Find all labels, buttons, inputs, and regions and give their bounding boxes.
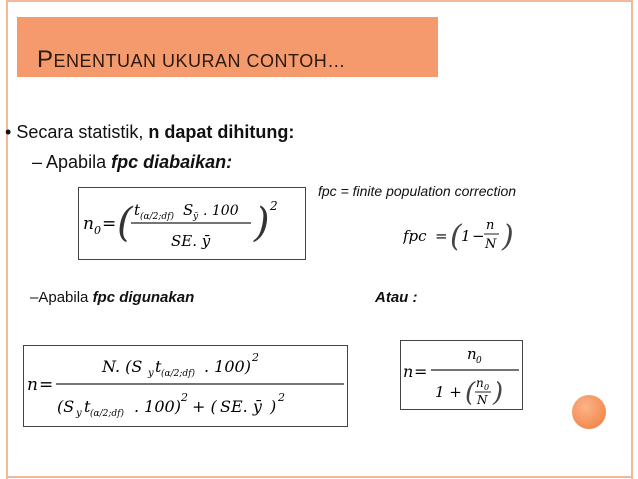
svg-text:t: t: [155, 357, 162, 376]
svg-text:ȳ: ȳ: [193, 212, 199, 222]
formula-n0-image: [78, 187, 306, 260]
svg-text:−: −: [472, 227, 485, 245]
svg-text:1: 1: [461, 227, 471, 245]
svg-text:n: n: [467, 345, 477, 363]
slide-border-right: [631, 0, 633, 479]
svg-text:(: (: [450, 219, 462, 254]
svg-text:n: n: [27, 375, 38, 395]
svg-text:): ): [270, 397, 277, 416]
svg-text:(S: (S: [57, 397, 75, 416]
svg-text:=: =: [435, 227, 448, 245]
atau-label: Atau :: [375, 289, 418, 306]
svg-text:. 100): . 100): [204, 357, 251, 376]
slide-border-top: [6, 0, 633, 2]
svg-text:(α/2;df): (α/2;df): [140, 212, 174, 222]
fpc-definition-note: fpc = finite population correction: [318, 183, 517, 199]
svg-text:n: n: [476, 376, 484, 390]
svg-text:): ): [254, 200, 270, 246]
svg-text:. 100): . 100): [134, 397, 181, 416]
slide-border-bottom: [6, 476, 633, 478]
svg-text:SE. ȳ: SE. ȳ: [171, 232, 211, 250]
svg-text:): ): [502, 219, 514, 254]
svg-text:n: n: [83, 214, 94, 234]
svg-text:(α/2;df): (α/2;df): [90, 409, 124, 419]
svg-text:(: (: [465, 378, 476, 408]
formula-n-with-fpc-image: [23, 345, 348, 427]
svg-text:2: 2: [278, 391, 285, 404]
svg-text:(: (: [117, 200, 133, 246]
svg-text:2: 2: [181, 391, 188, 404]
svg-text:N. (S: N. (S: [102, 357, 143, 376]
svg-text:0: 0: [94, 224, 101, 237]
svg-text:=: =: [102, 214, 117, 234]
slide-title: PENENTUAN UKURAN CONTOH…: [37, 46, 346, 73]
svg-text:1 +: 1 +: [435, 383, 462, 401]
svg-text:=: =: [414, 362, 428, 381]
svg-text:=: =: [39, 375, 54, 395]
svg-text:+ (: + (: [192, 397, 217, 416]
svg-text:n: n: [486, 218, 495, 233]
formula-n-alternative-image: [400, 340, 523, 410]
svg-text:(α/2;df): (α/2;df): [161, 369, 195, 379]
decorative-orb: [572, 395, 606, 429]
svg-text:n: n: [403, 362, 414, 381]
svg-text:2: 2: [252, 351, 259, 364]
bullet-fpc-digunakan: –Apabila fpc digunakan: [30, 289, 195, 306]
svg-text:N: N: [485, 237, 497, 252]
svg-text:y: y: [148, 368, 154, 379]
svg-text:0: 0: [476, 356, 482, 366]
bullet-fpc-diabaikan: – Apabila fpc diabaikan:: [32, 152, 233, 172]
bullet-secara-statistik: • Secara statistik, n dapat dihitung:: [5, 122, 295, 142]
svg-text:0: 0: [484, 383, 490, 392]
svg-text:t: t: [84, 397, 91, 416]
svg-text:2: 2: [270, 199, 278, 213]
svg-text:S: S: [183, 201, 194, 219]
svg-text:y: y: [76, 408, 82, 419]
svg-text:): ): [493, 378, 504, 408]
svg-text:SE. ȳ: SE. ȳ: [220, 397, 262, 416]
formula-fpc-image: [403, 213, 529, 257]
slide-border-left: [6, 0, 8, 479]
svg-text:N: N: [477, 393, 488, 407]
svg-text:. 100: . 100: [203, 203, 239, 219]
svg-text:t: t: [134, 201, 141, 219]
svg-text:fpc: fpc: [403, 227, 427, 245]
